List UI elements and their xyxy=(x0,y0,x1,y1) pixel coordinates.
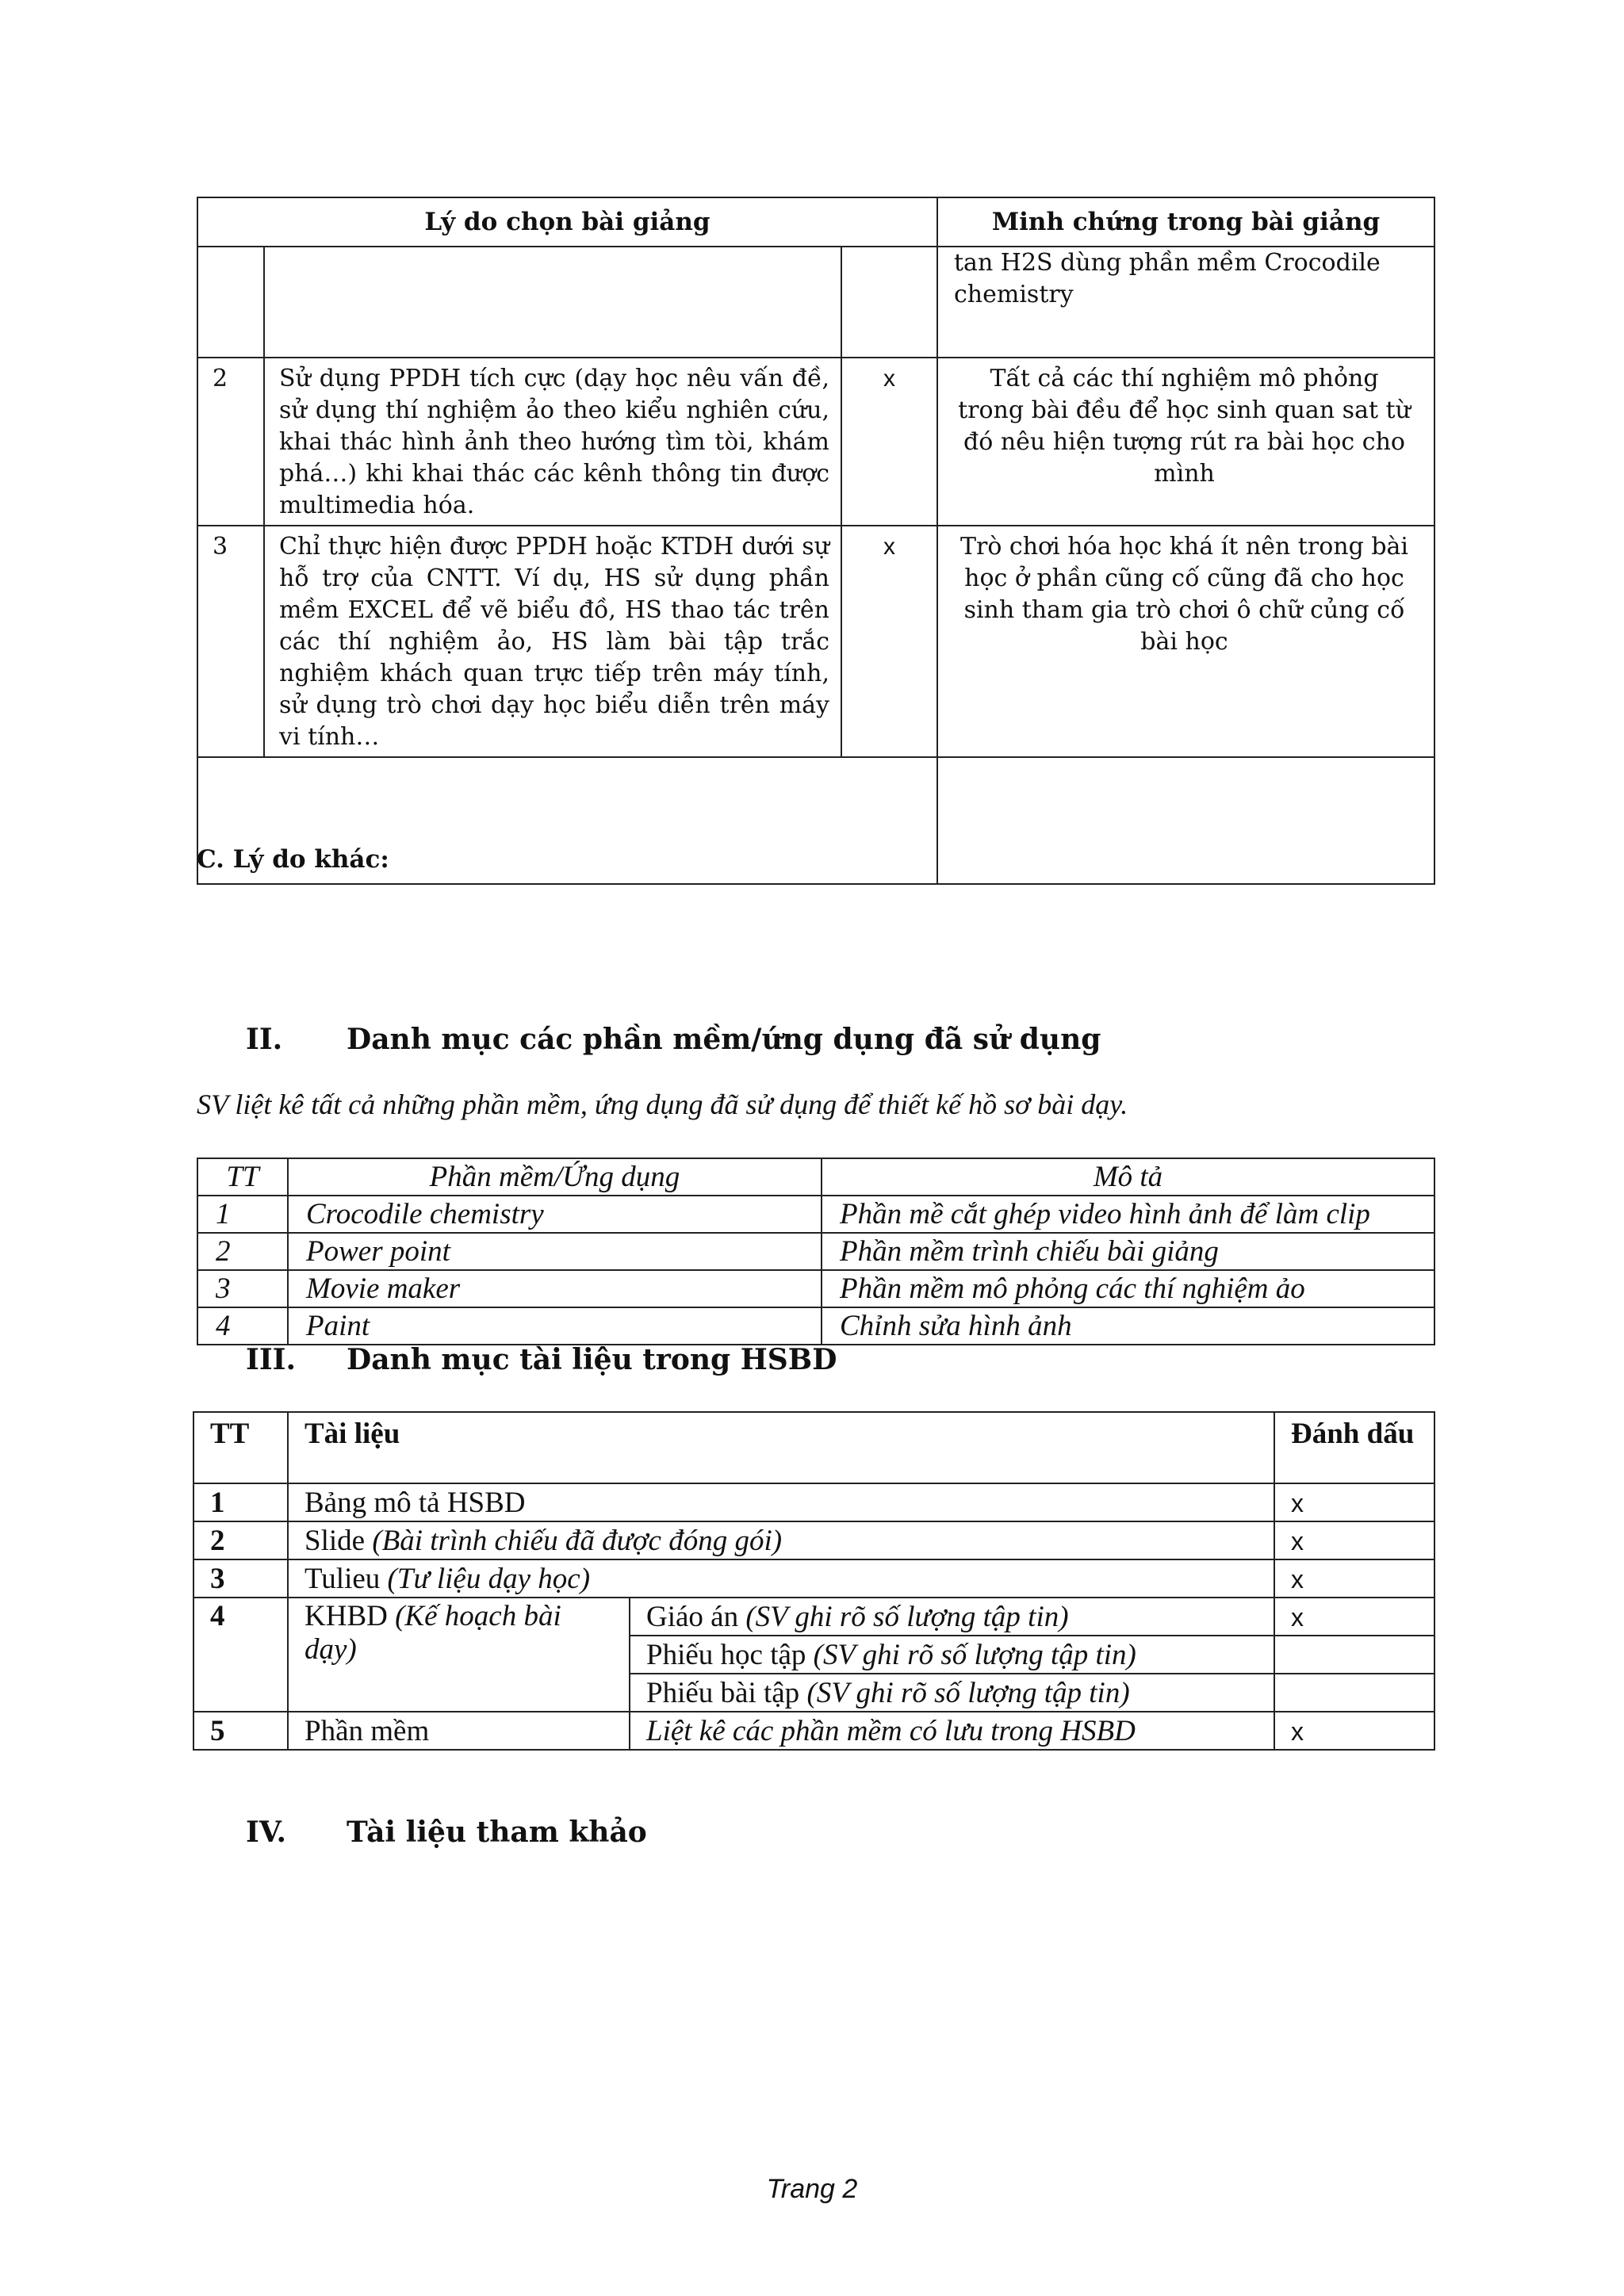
column-header: Phần mềm/Ứng dụng xyxy=(288,1158,822,1196)
sub-document-note: (SV ghi rõ số lượng tập tin) xyxy=(806,1677,1130,1709)
table-cell xyxy=(264,247,841,358)
mark-cell xyxy=(1274,1674,1434,1712)
table-cell: 4 xyxy=(197,1307,288,1345)
mark-cell: x xyxy=(1274,1559,1434,1598)
document-note: (Kế hoạch bài dạy) xyxy=(304,1600,561,1666)
document-label: Slide xyxy=(304,1525,373,1557)
section-iii-number: III. xyxy=(246,1343,297,1376)
section-iv-number: IV. xyxy=(246,1816,287,1849)
document-cell xyxy=(288,1598,630,1712)
mark-cell: x xyxy=(1274,1521,1434,1559)
table-cell: Phần mềm mô phỏng các thí nghiệm ảo xyxy=(822,1270,1434,1307)
document-note: (Bài trình chiếu đã được đóng gói) xyxy=(372,1525,783,1557)
table-cell xyxy=(197,247,264,358)
row-number: 2 xyxy=(193,1521,288,1559)
table-cell: Movie maker xyxy=(288,1270,822,1307)
column-header: Đánh dấu xyxy=(1274,1412,1434,1483)
table-cell: 1 xyxy=(197,1196,288,1233)
reason-cell: Sử dụng PPDH tích cực (dạy học nêu vấn đề, sử dụng thí nghiệm ảo theo kiểu nghiên cứu, khai thác hình ảnh theo hướng tìm tòi, khám phá…) khi khai thác các kênh thông tin được multimedia hóa. xyxy=(264,358,841,526)
document-cell xyxy=(288,1521,1274,1559)
page-number: Trang 2 xyxy=(766,2174,858,2204)
mark-cell: x xyxy=(841,358,937,526)
row-number: 2 xyxy=(197,358,264,526)
mark-cell: x xyxy=(1274,1712,1434,1750)
reason-cell: Chỉ thực hiện được PPDH hoặc KTDH dưới sự hỗ trợ của CNTT. Ví dụ, HS sử dụng phần mềm EXCEL để vẽ biểu đồ, HS thao tác trên các thí nghiệm ảo, HS làm bài tập trắc nghiệm khách quan trực tiếp trên máy tính, sử dụng trò chơi dạy học biểu diễn trên máy vi tính… xyxy=(264,526,841,757)
evidence-cell: Tất cả các thí nghiệm mô phỏng trong bài đều để học sinh quan sat từ đó nêu hiện tượng rút ra bài học cho mình xyxy=(937,358,1434,526)
column-header: Mô tả xyxy=(822,1158,1434,1196)
column-header: Tài liệu xyxy=(288,1412,1274,1483)
reason-header: Lý do chọn bài giảng xyxy=(197,197,937,247)
row-number: 3 xyxy=(197,526,264,757)
document-note: (Tư liệu dạy học) xyxy=(387,1563,591,1595)
table-cell: Power point xyxy=(288,1233,822,1270)
section-ii-title: Danh mục các phần mềm/ứng dụng đã sử dụng xyxy=(347,1023,1101,1056)
table-cell: 2 xyxy=(197,1233,288,1270)
sub-document-cell xyxy=(630,1674,1274,1712)
document-cell: Bảng mô tả HSBD xyxy=(288,1483,1274,1521)
document-label: KHBD xyxy=(304,1600,396,1632)
sub-document-label: Giáo án xyxy=(646,1601,746,1633)
mark-cell: x xyxy=(1274,1598,1434,1636)
row-number: 5 xyxy=(193,1712,288,1750)
empty-cell xyxy=(937,757,1434,884)
document-cell: Phần mềm xyxy=(288,1712,630,1750)
sub-document-label: Phiếu học tập xyxy=(646,1639,814,1671)
section-iv-title: Tài liệu tham khảo xyxy=(347,1816,647,1849)
sub-document-cell xyxy=(630,1598,1274,1636)
table-cell: Paint xyxy=(288,1307,822,1345)
table-cell: Phần mề cắt ghép video hình ảnh để làm clip xyxy=(822,1196,1434,1233)
table-cell xyxy=(841,247,937,358)
software-note: SV liệt kê tất cả những phần mềm, ứng dụng đã sử dụng để thiết kế hồ sơ bài dạy. xyxy=(197,1089,1128,1120)
table-cell: 3 xyxy=(197,1270,288,1307)
sub-document-note: (SV ghi rõ số lượng tập tin) xyxy=(813,1639,1136,1671)
document-cell xyxy=(288,1559,1274,1598)
table-cell: Chỉnh sửa hình ảnh xyxy=(822,1307,1434,1345)
mark-cell: x xyxy=(1274,1483,1434,1521)
mark-cell: x xyxy=(841,526,937,757)
row-number: 3 xyxy=(193,1559,288,1598)
table-cell: Phần mềm trình chiếu bài giảng xyxy=(822,1233,1434,1270)
row-number: 4 xyxy=(193,1598,288,1712)
column-header: TT xyxy=(193,1412,288,1483)
document-label: Tulieu xyxy=(304,1563,388,1595)
row-number: 1 xyxy=(193,1483,288,1521)
evidence-header: Minh chứng trong bài giảng xyxy=(937,197,1434,247)
column-header: TT xyxy=(197,1158,288,1196)
documents-table xyxy=(193,1411,1435,1751)
section-c-heading: C. Lý do khác: xyxy=(197,845,389,874)
section-iii-title: Danh mục tài liệu trong HSBD xyxy=(347,1343,837,1376)
section-ii-number: II. xyxy=(246,1023,283,1056)
sub-document-note: (SV ghi rõ số lượng tập tin) xyxy=(745,1601,1069,1633)
sub-document-label: Phiếu bài tập xyxy=(646,1677,807,1709)
mark-cell xyxy=(1274,1636,1434,1674)
table-cell: Crocodile chemistry xyxy=(288,1196,822,1233)
reasons-table xyxy=(197,197,1435,885)
evidence-cell: tan H2S dùng phần mềm Crocodile chemistry xyxy=(937,247,1434,358)
software-table xyxy=(197,1158,1435,1345)
sub-document-cell: Liệt kê các phần mềm có lưu trong HSBD xyxy=(630,1712,1274,1750)
sub-document-cell xyxy=(630,1636,1274,1674)
evidence-cell: Trò chơi hóa học khá ít nên trong bài học ở phần cũng cố cũng đã cho học sinh tham gia trò chơi ô chữ củng cố bài học xyxy=(937,526,1434,757)
